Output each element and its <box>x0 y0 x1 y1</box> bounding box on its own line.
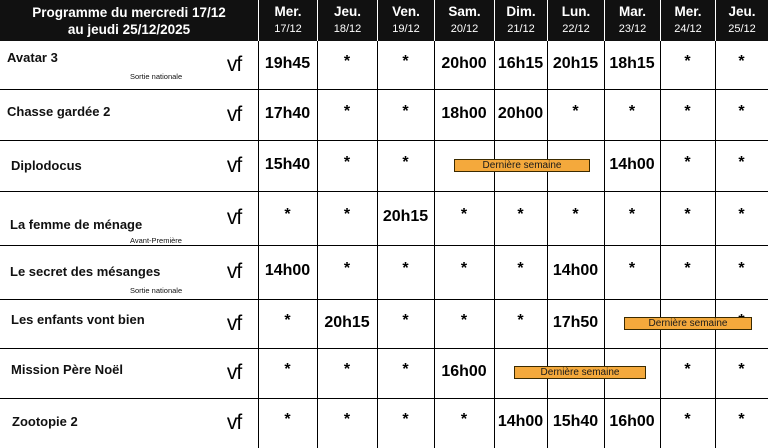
film-title: Zootopie 2 <box>12 414 78 429</box>
showtime: 14h00 <box>552 262 599 279</box>
no-showing-mark: * <box>402 102 409 120</box>
grid-line <box>0 348 768 349</box>
grid-line <box>0 299 768 300</box>
no-showing-mark: * <box>343 102 351 120</box>
day-date: 21/12 <box>507 22 535 35</box>
showtime: 20h00 <box>441 55 487 72</box>
no-showing-mark: * <box>343 206 351 223</box>
day-name: Jeu. <box>333 3 361 19</box>
film-title: Mission Père Noël <box>11 362 123 377</box>
showtime: 20h15 <box>382 208 429 225</box>
showtime: 15h40 <box>264 155 311 173</box>
no-showing-mark: * <box>343 411 351 428</box>
no-showing-mark: * <box>460 260 468 277</box>
no-showing-mark: * <box>402 411 409 428</box>
no-showing-mark: * <box>460 311 468 329</box>
no-showing-mark: * <box>460 206 468 223</box>
version-label: vf <box>226 311 242 335</box>
day-date: 24/12 <box>674 22 702 35</box>
film-title: Le secret des mésanges <box>10 264 161 279</box>
version-label: vf <box>226 260 242 283</box>
showtime: 19h45 <box>264 55 311 72</box>
no-showing-mark: * <box>572 102 579 120</box>
film-note: Avant-Première <box>130 236 182 245</box>
day-date: 22/12 <box>562 22 590 35</box>
no-showing-mark: * <box>738 411 745 428</box>
grid-line <box>0 191 768 192</box>
no-showing-mark: * <box>628 102 636 120</box>
showtime: 18h00 <box>441 104 487 122</box>
showtime: 16h00 <box>609 413 655 430</box>
film-title: Avatar 3 <box>7 50 58 65</box>
day-name: Mar. <box>618 3 646 19</box>
day-header <box>378 0 434 41</box>
day-header <box>318 0 377 41</box>
day-date: 19/12 <box>392 22 420 35</box>
version-label: vf <box>226 153 242 177</box>
day-name: Dim. <box>506 3 536 19</box>
no-showing-mark: * <box>517 311 524 329</box>
last-week-banner: Dernière semaine <box>624 317 752 330</box>
day-name: Lun. <box>561 3 591 19</box>
day-name: Ven. <box>392 3 420 19</box>
showtime: 18h15 <box>609 55 655 72</box>
day-header <box>259 0 317 41</box>
no-showing-mark: * <box>738 53 745 70</box>
no-showing-mark: * <box>343 260 351 277</box>
no-showing-mark: * <box>738 102 745 120</box>
showtime: 16h15 <box>497 55 544 72</box>
no-showing-mark: * <box>738 206 745 223</box>
day-header <box>495 0 547 41</box>
grid-line <box>0 245 768 246</box>
no-showing-mark: * <box>284 206 291 223</box>
no-showing-mark: * <box>460 411 468 428</box>
grid-line <box>0 89 768 90</box>
no-showing-mark: * <box>572 206 579 223</box>
no-showing-mark: * <box>738 361 745 378</box>
no-showing-mark: * <box>628 206 636 223</box>
film-note: Sortie nationale <box>130 72 183 81</box>
day-header <box>435 0 494 41</box>
no-showing-mark: * <box>684 153 691 171</box>
no-showing-mark: * <box>402 260 409 277</box>
no-showing-mark: * <box>343 361 351 378</box>
no-showing-mark: * <box>517 260 524 277</box>
day-header <box>548 0 604 41</box>
day-date: 17/12 <box>274 22 302 35</box>
no-showing-mark: * <box>684 102 691 120</box>
no-showing-mark: * <box>284 311 291 329</box>
grid-line <box>0 398 768 399</box>
showtime: 14h00 <box>497 413 544 430</box>
no-showing-mark: * <box>284 411 291 428</box>
film-note: Sortie nationale <box>130 286 183 295</box>
showtime: 16h00 <box>441 363 487 380</box>
showtime: 15h40 <box>552 413 599 430</box>
showtime: 14h00 <box>609 155 655 173</box>
no-showing-mark: * <box>628 260 636 277</box>
grid-line <box>0 140 768 141</box>
version-label: vf <box>226 361 242 384</box>
no-showing-mark: * <box>402 311 409 329</box>
no-showing-mark: * <box>738 260 745 277</box>
no-showing-mark: * <box>343 53 351 70</box>
last-week-banner: Dernière semaine <box>454 159 590 172</box>
no-showing-mark: * <box>684 260 691 277</box>
showtime: 17h40 <box>264 104 311 122</box>
version-label: vf <box>226 102 242 126</box>
showtime: 20h00 <box>497 104 544 122</box>
showtime: 14h00 <box>264 262 311 279</box>
no-showing-mark: * <box>738 153 745 171</box>
version-label: vf <box>226 411 242 434</box>
film-title: Les enfants vont bien <box>11 312 145 327</box>
day-name: Mer. <box>674 3 702 19</box>
showtime: 20h15 <box>324 313 370 331</box>
no-showing-mark: * <box>517 206 524 223</box>
showtime: 20h15 <box>552 55 599 72</box>
day-date: 23/12 <box>618 22 647 35</box>
showtime: 17h50 <box>552 313 599 331</box>
no-showing-mark: * <box>684 411 691 428</box>
version-label: vf <box>226 206 242 229</box>
no-showing-mark: * <box>343 153 351 171</box>
version-label: vf <box>226 53 242 76</box>
day-header <box>716 0 768 41</box>
day-date: 25/12 <box>728 22 756 35</box>
day-date: 18/12 <box>333 22 362 35</box>
no-showing-mark: * <box>402 53 409 70</box>
day-header <box>605 0 660 41</box>
no-showing-mark: * <box>284 361 291 378</box>
no-showing-mark: * <box>402 361 409 378</box>
film-title: Diplodocus <box>11 158 82 173</box>
day-date: 20/12 <box>450 22 479 35</box>
last-week-banner: Dernière semaine <box>514 366 646 379</box>
program-title-line2: au jeudi 25/12/2025 <box>67 21 191 37</box>
program-title <box>0 0 258 41</box>
no-showing-mark: * <box>684 361 691 378</box>
no-showing-mark: * <box>684 53 691 70</box>
day-header <box>661 0 715 41</box>
no-showing-mark: * <box>402 153 409 171</box>
film-title: La femme de ménage <box>10 217 143 232</box>
day-name: Jeu. <box>728 3 756 19</box>
no-showing-mark: * <box>684 206 691 223</box>
day-name: Sam. <box>448 3 481 19</box>
film-title: Chasse gardée 2 <box>7 104 111 119</box>
day-name: Mer. <box>274 3 302 19</box>
program-title-line1: Programme du mercredi 17/12 <box>32 4 226 20</box>
